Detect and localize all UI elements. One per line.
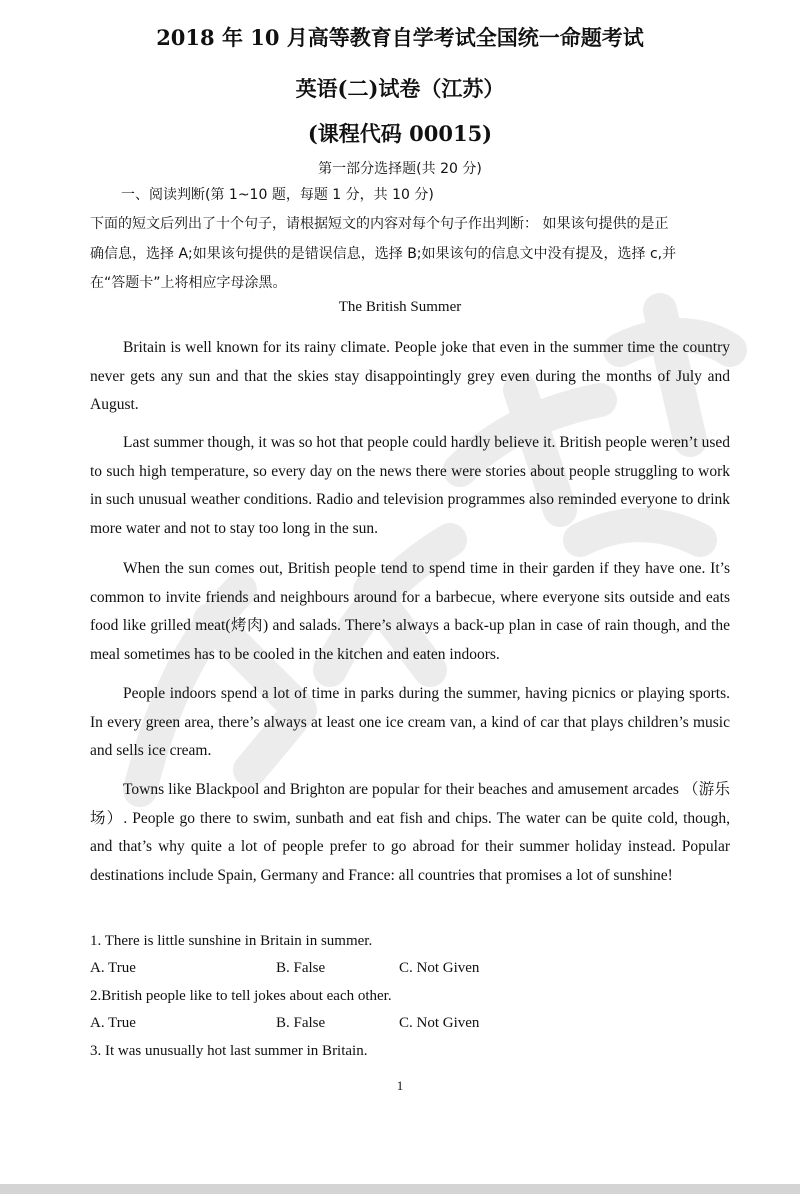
option-a[interactable]: A. True: [90, 960, 136, 976]
passage-paragraph: When the sun comes out, British people tend to spend time in their garden if they have one. It’s common to invite friends and neighbours around for a barbecue, where everyone sits outside and eats food like grilled meat(烤肉) and salads. There’s always a back-up plan in case of rain though, and the meal sometimes has to be cooled in the kitchen and eaten indoors.: [90, 560, 730, 663]
question-text: 1. There is little sunshine in Britain in summer.: [90, 933, 373, 949]
bottom-scroll-bar: [0, 1184, 800, 1194]
passage-paragraph: Britain is well known for its rainy climate. People joke that even in the summer time the country never gets any sun and that the skies stay disappointingly grey even during the months of July and August.: [90, 339, 730, 413]
exam-subject: 英语(二)试卷（江苏）: [295, 76, 505, 101]
passage-title: The British Summer: [338, 299, 462, 315]
option-b[interactable]: B. False: [276, 1015, 326, 1031]
instructions-line: 确信息，选择 A;如果该句提供的是错误信息，选择 B;如果该句的信息文中没有提及，选择 c,并: [90, 246, 677, 262]
option-b[interactable]: B. False: [276, 960, 326, 976]
option-c[interactable]: C. Not Given: [399, 1015, 480, 1031]
part-heading: 第一部分选择题(共 20 分): [318, 161, 482, 177]
passage-paragraph: People indoors spend a lot of time in parks during the summer, having picnics or playing sports. In every green area, there’s always at least one ice cream van, a kind of car that plays children’s music and sells ice cream.: [90, 685, 730, 759]
passage-paragraph: Last summer though, it was so hot that people could hardly believe it. British people weren’t used to such high temperature, so every day on the news there were stories about people struggling to work in such unusual weather conditions. Radio and television programmes also reminded everyone to drink more water and not to stay too long in the sun.: [90, 434, 730, 537]
page-number: 1: [396, 1078, 404, 1093]
option-c[interactable]: C. Not Given: [399, 960, 480, 976]
question-text: 2.British people like to tell jokes about each other.: [90, 988, 392, 1004]
course-code: (课程代码 00015): [307, 121, 493, 146]
section-heading: 一、阅读判断(第 1~10 题，每题 1 分，共 10 分): [121, 187, 434, 203]
question-text: 3. It was unusually hot last summer in Britain.: [90, 1043, 368, 1059]
instructions-line: 下面的短文后列出了十个句子，请根据短文的内容对每个句子作出判断： 如果该句提供的是正: [90, 216, 669, 232]
passage-paragraph: Towns like Blackpool and Brighton are popular for their beaches and amusement arcades （游乐场）. People go there to swim, sunbath and eat fish and chips. The water can be quite cold, though, and that’s why quite a lot of people prefer to go abroad for their summer holiday instead. Popular destinations include Spain, Germany and France: all countries that promises a lot of sunshine!: [90, 781, 730, 884]
option-a[interactable]: A. True: [90, 1015, 136, 1031]
instructions-line: 在“答题卡”上将相应字母涂黑。: [90, 275, 287, 291]
exam-title: 2018 年 10 月高等教育自学考试全国统一命题考试: [156, 25, 644, 50]
